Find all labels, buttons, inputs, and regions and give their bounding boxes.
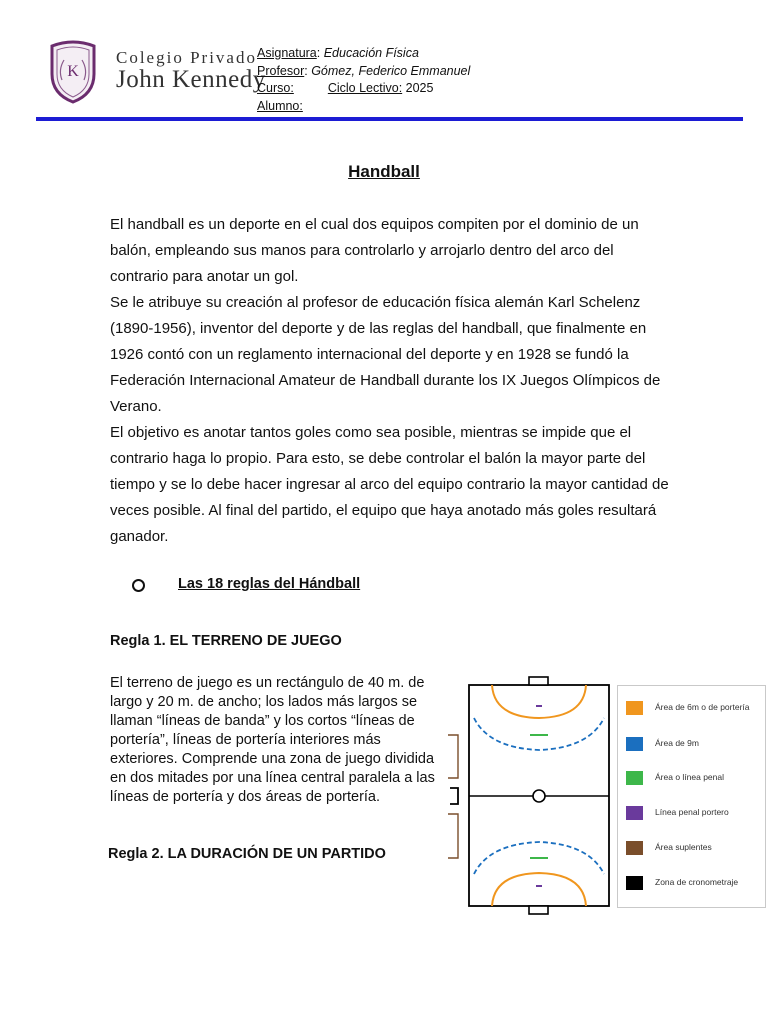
- legend-swatch: [626, 876, 643, 890]
- legend-label: Área o línea penal: [655, 772, 724, 782]
- bullet-circle-icon: [132, 579, 145, 592]
- paragraph-1: El handball es un deporte en el cual dos equipos compiten por el dominio de un balón, empleando sus manos para controlarlo y arrojarlo dentro del arco del contrario para anotar un gol.: [110, 216, 639, 285]
- legend-swatch: [626, 841, 643, 855]
- legend-swatch: [626, 701, 643, 715]
- asignatura-value: Educación Física: [323, 46, 419, 60]
- course-info: [257, 45, 470, 115]
- legend-swatch: [626, 737, 643, 751]
- rule-1-text: El terreno de juego es un rectángulo de 40 m. de largo y 20 m. de ancho; los lados más largos se llaman “líneas de banda” y los cortos “líneas de portería”, líneas de portería interiores más exteriores. Comprende una zona de juego dividida en dos mitades por una línea central paralela a las líneas de portería y dos áreas de portería.: [110, 675, 435, 805]
- substitution-area-top: [448, 735, 458, 778]
- header-divider: [36, 117, 743, 121]
- ciclo-lectivo-value: 2025: [405, 81, 434, 95]
- document-header: [0, 0, 768, 124]
- court-legend: [617, 685, 766, 908]
- document-title: Handball: [348, 162, 420, 181]
- profesor-label: Profesor: [257, 63, 305, 78]
- intro-text: [110, 212, 670, 550]
- curso-label: Curso:: [257, 81, 294, 95]
- legend-label: Zona de cronometraje: [655, 877, 739, 887]
- school-name-line2: John Kennedy: [116, 66, 266, 93]
- goal-top: [529, 677, 548, 685]
- legend-swatch: [626, 806, 643, 820]
- legend-label: Área de 6m o de portería: [655, 702, 750, 712]
- paragraph-3: El objetivo es anotar tantos goles como sea posible, mientras se impide que el contrario haga lo propio. Para esto, se debe controlar el balón la mayor parte del tiempo y se lo debe hacer ingresar al arco del equipo contrario la mayor cantidad de veces posible. Al final del partido, el equipo que haya anotado más goles resultará ganador.: [110, 424, 669, 545]
- crest-letter: K: [67, 63, 79, 80]
- handball-court-diagram: [444, 672, 614, 916]
- timekeeper-zone: [450, 788, 458, 804]
- school-name-line1: Colegio Privado: [116, 48, 257, 67]
- rule-1-title: Regla 1. EL TERRENO DE JUEGO: [110, 633, 342, 649]
- substitution-area-bottom: [448, 814, 458, 858]
- asignatura-label: Asignatura: [257, 46, 317, 60]
- asignatura-row: Asignatura: Educación Física: [257, 46, 419, 60]
- center-circle: [533, 790, 545, 802]
- alumno-row: [257, 98, 470, 116]
- school-crest-logo: [48, 40, 98, 104]
- legend-label: Área suplentes: [655, 842, 712, 852]
- legend-label: Área de 9m: [655, 738, 699, 748]
- profesor-row: Profesor: Gómez, Federico Emmanuel: [257, 63, 471, 78]
- legend-swatch: [626, 771, 643, 785]
- goal-bottom: [529, 906, 548, 914]
- legend-label: Línea penal portero: [655, 807, 729, 817]
- ciclo-lectivo-label: Ciclo Lectivo:: [327, 81, 403, 95]
- rule-2-title: Regla 2. LA DURACIÓN DE UN PARTIDO: [108, 846, 386, 862]
- profesor-value: Gómez, Federico Emmanuel: [311, 63, 471, 78]
- alumno-label: Alumno:: [257, 98, 303, 113]
- rules-heading: Las 18 reglas del Hándball: [178, 576, 361, 592]
- paragraph-2: Se le atribuye su creación al profesor de educación física alemán Karl Schelenz (1890-1956), inventor del deporte y de las reglas del handball, que finalmente en 1926 contó con un reglamento internacional del deporte y en 1928 se fundó la Federación Internacional Amateur de Handball durante los IX Juegos Olímpicos de Verano.: [110, 294, 661, 415]
- curso-row: [257, 80, 470, 98]
